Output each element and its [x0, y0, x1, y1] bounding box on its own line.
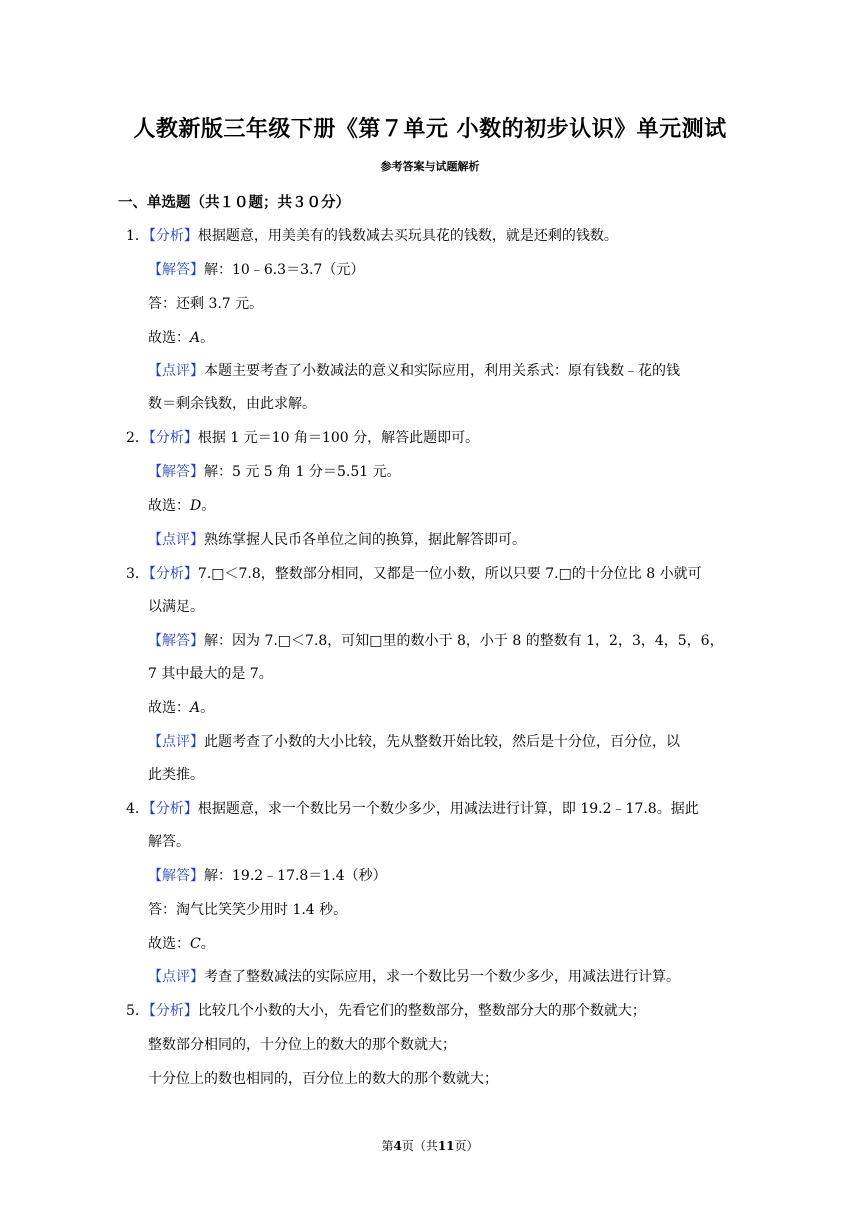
- q2-choice-letter: D: [190, 498, 202, 514]
- q1-comment-tag: 【点评】: [148, 363, 204, 379]
- q3-answer-tag: 【解答】: [148, 633, 204, 649]
- q2-answer: [148, 462, 401, 482]
- footer-page-number: 4: [393, 1139, 402, 1153]
- q4-analysis-line2: 解答。: [148, 834, 190, 850]
- q4-analysis-text: 根据题意，求一个数比另一个数少多少，用减法进行计算，即 19.2﹣17.8。据此: [197, 801, 699, 817]
- q3-choice-prefix: 故选：: [148, 700, 190, 716]
- footer-middle: 页（共: [401, 1139, 438, 1153]
- q4-analysis-tag: 【分析】: [148, 801, 198, 817]
- q2-answer-text: 解：5 元 5 角 1 分＝5.51 元。: [204, 464, 401, 480]
- q2-answer-tag: 【解答】: [148, 464, 204, 480]
- q2-choice-suffix: 。: [201, 498, 216, 514]
- q1-answer: [148, 260, 364, 280]
- q3-choice-letter: A: [190, 700, 201, 716]
- q3-comment-text: 此题考查了小数的大小比较，先从整数开始比较，然后是十分位，百分位，以: [204, 734, 680, 750]
- q1-analysis-text: 根据题意，用美美有的钱数减去买玩具花的钱数，就是还剩的钱数。: [197, 228, 618, 244]
- q4-answer: [148, 866, 387, 886]
- q3-comment-line2: 此类推。: [148, 767, 204, 783]
- q3-number: 3．: [126, 566, 149, 582]
- q3-comment: [148, 732, 680, 752]
- page-footer: [0, 1137, 860, 1154]
- q1-comment-text: 本题主要考查了小数减法的意义和实际应用，利用关系式：原有钱数﹣花的钱: [204, 363, 680, 379]
- q5-analysis-text: 比较几个小数的大小，先看它们的整数部分，整数部分大的那个数就大；: [197, 1003, 646, 1019]
- q1-answer-text: 解：10﹣6.3＝3.7（元）: [204, 262, 365, 278]
- q3-analysis-tag: 【分析】: [148, 566, 198, 582]
- q3-answer: [148, 631, 724, 651]
- q2-analysis: [126, 428, 479, 448]
- q3-answer-text: 解：因为 7.□＜7.8，可知□里的数小于 8，小于 8 的整数有 1，2，3，4，5，6，: [204, 633, 724, 649]
- q3-choice-suffix: 。: [200, 700, 215, 716]
- footer-suffix: 页）: [454, 1139, 479, 1153]
- q1-analysis-tag: 【分析】: [148, 228, 198, 244]
- q2-analysis-tag: 【分析】: [148, 430, 198, 446]
- q1-choice-prefix: 故选：: [148, 330, 190, 346]
- q4-choice: [148, 934, 215, 954]
- q3-analysis-line2: 以满足。: [148, 599, 204, 615]
- q2-comment-text: 熟练掌握人民币各单位之间的换算，据此解答即可。: [204, 532, 526, 548]
- document-subtitle: 参考答案与试题解析: [380, 160, 480, 173]
- q4-choice-prefix: 故选：: [148, 936, 190, 952]
- q4-comment-text: 考查了整数减法的实际应用，求一个数比另一个数少多少，用减法进行计算。: [204, 969, 680, 985]
- q5-analysis-line3: 十分位上的数也相同的，百分位上的数大的那个数就大；: [148, 1071, 498, 1087]
- q2-comment: [148, 530, 526, 550]
- q1-number: 1．: [126, 228, 149, 244]
- section-heading: 一、单选题（共１０题；共３０分）: [118, 194, 350, 211]
- q3-analysis: [126, 564, 702, 584]
- q2-analysis-text: 根据 1 元＝10 角＝100 分，解答此题即可。: [197, 430, 480, 446]
- q4-number: 4．: [126, 801, 149, 817]
- q4-answer-tag: 【解答】: [148, 868, 204, 884]
- q1-comment-line2: 数＝剩余钱数，由此求解。: [148, 396, 316, 412]
- q1-analysis: [126, 226, 618, 246]
- q4-analysis: [126, 799, 699, 819]
- q3-choice: [148, 698, 214, 718]
- q3-comment-tag: 【点评】: [148, 734, 204, 750]
- q5-analysis: [126, 1001, 646, 1021]
- q4-comment-tag: 【点评】: [148, 969, 204, 985]
- q1-choice: [148, 328, 214, 348]
- q3-answer-line2: 7 其中最大的是 7。: [148, 666, 273, 682]
- q5-analysis-line2: 整数部分相同的，十分位上的数大的那个数就大；: [148, 1037, 456, 1053]
- q2-comment-tag: 【点评】: [148, 532, 204, 548]
- q1-answer-line2: 答：还剩 3.7 元。: [148, 296, 264, 312]
- q1-choice-suffix: 。: [200, 330, 215, 346]
- q4-choice-suffix: 。: [200, 936, 215, 952]
- q4-choice-letter: C: [190, 936, 201, 952]
- q1-comment: [148, 361, 680, 381]
- q1-choice-letter: A: [190, 330, 201, 346]
- q4-comment: [148, 967, 680, 987]
- q5-analysis-tag: 【分析】: [148, 1003, 198, 1019]
- q2-number: 2．: [126, 430, 149, 446]
- q2-choice-prefix: 故选：: [148, 498, 190, 514]
- q5-number: 5．: [126, 1003, 149, 1019]
- q4-answer-line2: 答：淘气比笑笑少用时 1.4 秒。: [148, 902, 348, 918]
- footer-prefix: 第: [381, 1139, 394, 1153]
- q2-choice: [148, 496, 215, 516]
- document-title: 人教新版三年级下册《第７单元 小数的初步认识》单元测试: [133, 116, 727, 142]
- q4-answer-text: 解：19.2﹣17.8＝1.4（秒）: [204, 868, 387, 884]
- footer-total-pages: 11: [437, 1139, 455, 1153]
- q3-analysis-text: 7.□＜7.8，整数部分相同，又都是一位小数，所以只要 7.□的十分位比 8 小就可: [197, 566, 702, 582]
- q1-answer-tag: 【解答】: [148, 262, 204, 278]
